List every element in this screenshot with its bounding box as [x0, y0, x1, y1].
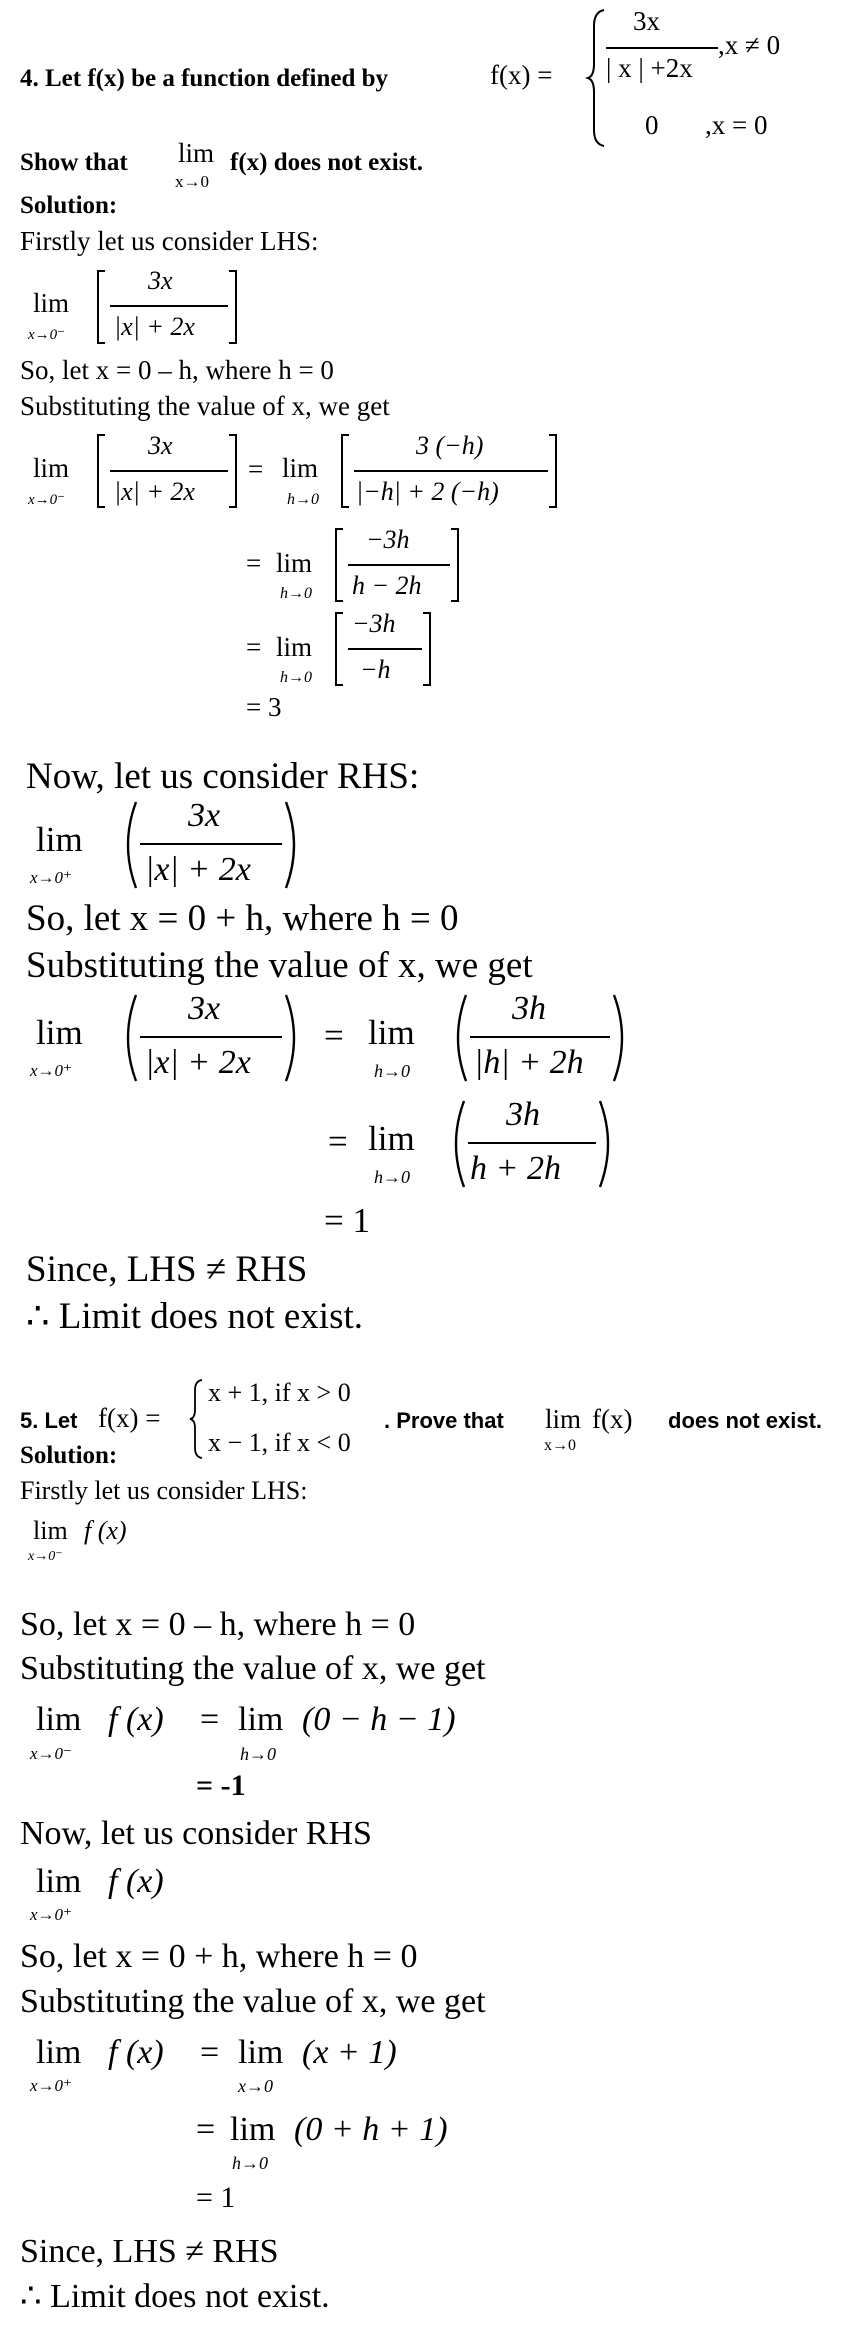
step2-bracket-left: [334, 528, 344, 602]
conclusion-statement: ∴ Limit does not exist.: [26, 1296, 363, 1337]
p5-rhs-fx: f (x): [108, 1863, 164, 1900]
step3-bracket-right: [422, 612, 432, 686]
show-lim: lim: [178, 138, 215, 168]
p5-rhs-lim: lim: [36, 1863, 82, 1900]
p5-case1: x + 1, if x > 0: [208, 1378, 351, 1407]
p5-rhs-substituting-text: Substituting the value of x, we get: [20, 1983, 486, 2020]
p5-rstep1-lim: lim: [36, 2034, 82, 2071]
step3-fraction-bar: [348, 648, 422, 650]
piecewise-brace-5: [190, 1378, 204, 1460]
step2-bracket-right: [450, 528, 460, 602]
p5-lhs-lim-subscript: x→0⁻: [28, 1549, 63, 1564]
p5-rhs-result: = 1: [196, 2181, 236, 2214]
rstep1-right-paren-right: [612, 993, 632, 1083]
lhs-denominator: |x| + 2x: [114, 312, 195, 341]
p5-lhs-lim: lim: [33, 1516, 68, 1545]
p5-rstep1-expression: (x + 1): [302, 2034, 397, 2071]
p5-case2: x − 1, if x < 0: [208, 1428, 351, 1457]
lhs-lim-subscript: x→0⁻: [28, 327, 66, 343]
lhs-result: = 3: [246, 692, 282, 722]
rhs-result: = 1: [324, 1201, 370, 1240]
lhs-lim: lim: [33, 288, 70, 318]
step3-numerator: −3h: [352, 609, 396, 638]
step2-denominator: h − 2h: [352, 571, 422, 600]
p5-rhs-let-statement: So, let x = 0 + h, where h = 0: [20, 1938, 418, 1975]
rstep2-lim: lim: [368, 1119, 415, 1158]
p5-rstep2-expression: (0 + h + 1): [294, 2111, 448, 2148]
rstep1-lim: lim: [36, 1013, 83, 1052]
piecewise-brace: [588, 8, 608, 148]
step1-left-fraction-bar: [110, 470, 228, 472]
rstep1-left-fraction-bar: [140, 1036, 282, 1038]
problem-5-fx-label: f(x) =: [98, 1403, 161, 1433]
p5-lhs-result: = -1: [196, 1769, 246, 1802]
step1-right-denominator: |−h| + 2 (−h): [356, 477, 499, 506]
rhs-substituting-text: Substituting the value of x, we get: [26, 945, 533, 986]
step1-bracket-left: [96, 434, 106, 508]
step1-right-lim-subscript: h→0: [287, 491, 319, 508]
show-that-text: Show that: [20, 149, 128, 176]
p5-since-statement: Since, LHS ≠ RHS: [20, 2233, 279, 2270]
prove-end: does not exist.: [668, 1408, 823, 1433]
rhs-let-statement: So, let x = 0 + h, where h = 0: [26, 898, 459, 939]
p5-rstep1-rhs-lim: lim: [238, 2034, 284, 2071]
p5-lhs-step-lim-subscript: x→0⁻: [30, 1744, 73, 1763]
lhs-bracket-right: [228, 270, 238, 344]
lhs-bracket-left: [96, 270, 106, 344]
lhs-numerator: 3x: [148, 266, 173, 295]
p5-lhs-let-statement: So, let x = 0 – h, where h = 0: [20, 1606, 416, 1643]
rstep2-numerator: 3h: [506, 1096, 540, 1133]
show-fx-text: f(x) does not exist.: [230, 149, 424, 176]
rstep1-right-numerator: 3h: [512, 990, 546, 1027]
step1-right-lim: lim: [282, 453, 319, 483]
p5-lhs-step-rhs-subscript: h→0: [240, 1744, 276, 1764]
p5-lhs-step-rhs-lim: lim: [238, 1701, 284, 1738]
p5-lhs-step-lim: lim: [36, 1701, 82, 1738]
rstep2-paren-left: [446, 1099, 466, 1189]
p5-substituting-text: Substituting the value of x, we get: [20, 1650, 486, 1687]
lhs-let-statement: So, let x = 0 – h, where h = 0: [20, 355, 334, 385]
rhs-paren-right: [284, 800, 304, 890]
step3-lim-subscript: h→0: [280, 669, 312, 686]
p5-rstep1-equals: =: [200, 2034, 220, 2071]
solution-label: Solution:: [20, 192, 118, 219]
p5-rstep1-rhs-subscript: x→0: [238, 2076, 273, 2096]
step2-numerator: −3h: [366, 525, 410, 554]
rstep2-lim-subscript: h→0: [374, 1167, 410, 1187]
p5-solution-label: Solution:: [20, 1442, 118, 1469]
rhs-paren-left: [118, 800, 138, 890]
case1-fraction-bar: [606, 47, 718, 49]
p5-rstep2-subscript: h→0: [232, 2153, 268, 2173]
problem-5-title: 5. Let: [20, 1408, 78, 1433]
rhs-lim-subscript: x→0⁺: [30, 868, 73, 887]
case1-denominator: | x | +2x: [606, 53, 693, 83]
rstep1-right-paren-left: [448, 993, 468, 1083]
step1-equals: =: [248, 454, 264, 484]
case2-condition: ,x = 0: [705, 110, 768, 140]
p5-lhs-step-equals: =: [200, 1701, 220, 1738]
rstep1-right-denominator: |h| + 2h: [474, 1044, 584, 1081]
p5-rstep1-lim-subscript: x→0⁺: [30, 2076, 73, 2095]
lhs-fraction-bar: [110, 305, 228, 307]
rhs-numerator: 3x: [188, 797, 221, 834]
p5-lhs-fx: f (x): [84, 1516, 127, 1545]
rstep1-left-denominator: |x| + 2x: [145, 1044, 251, 1081]
substituting-text: Substituting the value of x, we get: [20, 391, 390, 421]
step3-denominator: −h: [360, 655, 391, 684]
rstep1-right-fraction-bar: [470, 1036, 610, 1038]
step3-lim: lim: [276, 632, 313, 662]
step3-bracket-left: [334, 612, 344, 686]
rstep1-right-lim: lim: [368, 1013, 415, 1052]
step1-left-denominator: |x| + 2x: [114, 477, 195, 506]
rstep2-equals: =: [328, 1122, 348, 1161]
step1-right-numerator: 3 (−h): [416, 431, 484, 460]
case1-numerator: 3x: [633, 6, 660, 36]
rstep1-lim-subscript: x→0⁺: [30, 1061, 73, 1080]
rhs-lim: lim: [36, 820, 83, 859]
p5-rstep1-fx: f (x): [108, 2034, 164, 2071]
rhs-intro: Now, let us consider RHS:: [26, 756, 420, 797]
step2-lim-subscript: h→0: [280, 585, 312, 602]
prove-fx: f(x): [592, 1404, 633, 1434]
lhs-intro: Firstly let us consider LHS:: [20, 226, 319, 256]
p5-lhs-step-fx: f (x): [108, 1701, 164, 1738]
rstep2-fraction-bar: [468, 1142, 596, 1144]
p5-lhs-intro: Firstly let us consider LHS:: [20, 1476, 308, 1505]
rstep1-paren-right: [284, 993, 304, 1083]
step1-right-bracket-right: [548, 434, 558, 508]
p5-rhs-intro: Now, let us consider RHS: [20, 1815, 372, 1852]
step1-left-numerator: 3x: [148, 431, 173, 460]
rstep2-denominator: h + 2h: [470, 1150, 561, 1187]
step1-lim-subscript: x→0⁻: [28, 492, 66, 508]
rstep1-paren-left: [118, 993, 138, 1083]
p5-rstep2-equals: =: [196, 2111, 216, 2148]
p5-rhs-lim-subscript: x→0⁺: [30, 1905, 73, 1924]
prove-lim-subscript: x→0: [544, 1437, 576, 1454]
prove-lim: lim: [545, 1404, 582, 1434]
p5-rstep2-lim: lim: [230, 2111, 276, 2148]
p5-conclusion-statement: ∴ Limit does not exist.: [20, 2278, 330, 2315]
rstep1-right-lim-subscript: h→0: [374, 1061, 410, 1081]
case1-condition: ,x ≠ 0: [718, 30, 781, 60]
prove-text: . Prove that: [384, 1408, 504, 1433]
step1-lim: lim: [33, 453, 70, 483]
rhs-denominator: |x| + 2x: [145, 851, 251, 888]
problem-4-fx-label: f(x) =: [490, 60, 553, 90]
p5-lhs-step-expression: (0 − h − 1): [302, 1701, 456, 1738]
case2-value: 0: [645, 110, 659, 140]
since-statement: Since, LHS ≠ RHS: [26, 1249, 308, 1290]
step3-equals: =: [246, 632, 262, 662]
step2-equals: =: [246, 548, 262, 578]
problem-4-title: 4. Let f(x) be a function defined by: [20, 65, 389, 92]
rstep2-paren-right: [598, 1099, 618, 1189]
show-lim-subscript: x→0: [175, 172, 209, 191]
step1-bracket-right: [228, 434, 238, 508]
rhs-fraction-bar: [140, 843, 282, 845]
step2-fraction-bar: [348, 564, 450, 566]
step1-right-fraction-bar: [354, 470, 548, 472]
rstep1-left-numerator: 3x: [188, 990, 221, 1027]
rstep1-equals: =: [324, 1016, 344, 1055]
step1-right-bracket-left: [340, 434, 350, 508]
step2-lim: lim: [276, 548, 313, 578]
